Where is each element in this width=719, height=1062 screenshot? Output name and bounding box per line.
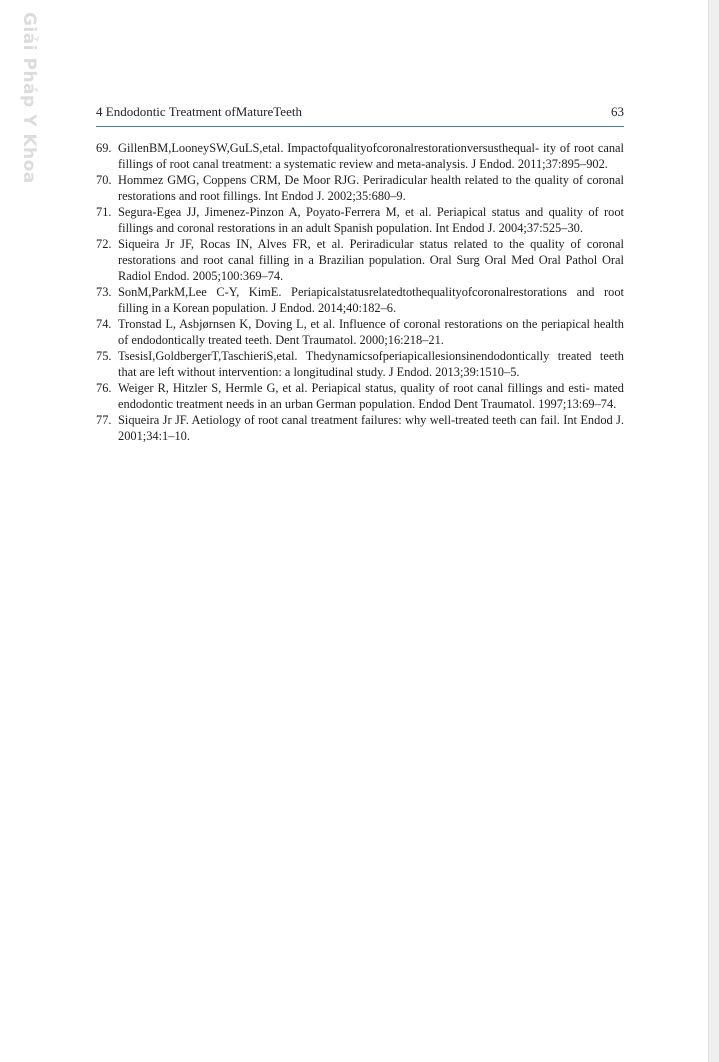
reference-text: Segura-Egea JJ, Jimenez-Pinzon A, Poyato-Ferrera M, et al. Periapical status and quality of root fillings and coronal restorations in an adult Spanish population. Int Endod J. 2004;37:525–30. bbox=[118, 205, 624, 235]
reference-item bbox=[96, 348, 624, 380]
reference-number: 71. bbox=[96, 205, 112, 219]
header-divider bbox=[96, 126, 624, 127]
page-number: 63 bbox=[611, 104, 624, 119]
reference-text: TsesisI,GoldbergerT,TaschieriS,etal. Thedynamicsofperiapicallesionsinendodontically treated teeth that are left without intervention: a longitudinal study. J Endod. 2013;39:1510–5. bbox=[118, 349, 624, 379]
reference-item bbox=[96, 284, 624, 316]
reference-number: 69. bbox=[96, 141, 112, 155]
reference-text: Tronstad L, Asbjørnsen K, Doving L, et al. Influence of coronal restorations on the periapical health of endodontically treated teeth. Dent Traumatol. 2000;16:218–21. bbox=[118, 317, 624, 347]
reference-number: 72. bbox=[96, 237, 112, 251]
reference-text: SonM,ParkM,Lee C-Y, KimE. Periapicalstatusrelatedtothequalityofcoronalrestorations and root filling in a Korean population. J Endod. 2014;40:182–6. bbox=[118, 285, 624, 315]
reference-item bbox=[96, 380, 624, 412]
chapter-title: 4 Endodontic Treatment ofMatureTeeth bbox=[96, 104, 302, 119]
reference-text: GillenBM,LooneySW,GuLS,etal. Impactofqualityofcoronalrestorationversusthequal- ity of root canal fillings of root canal treatment: a systematic review and meta-analysis. J Endod. 2011;37:895–902. bbox=[118, 141, 624, 171]
reference-item bbox=[96, 172, 624, 204]
reference-item bbox=[96, 316, 624, 348]
reference-number: 73. bbox=[96, 285, 112, 299]
reference-item bbox=[96, 204, 624, 236]
watermark-text: Giải Pháp Y Khoa bbox=[19, 12, 39, 184]
reference-list bbox=[96, 140, 624, 444]
reference-item bbox=[96, 412, 624, 444]
reference-item bbox=[96, 140, 624, 172]
reference-text: Siqueira Jr JF, Rocas IN, Alves FR, et al. Periradicular status related to the quality of coronal restorations and root canal filling in a Brazilian population. Oral Surg Oral Med Oral Pathol Oral Radiol Endod. 2005;100:369–74. bbox=[118, 237, 624, 283]
reference-item bbox=[96, 236, 624, 284]
scrollbar-track[interactable] bbox=[708, 0, 719, 1062]
reference-number: 75. bbox=[96, 349, 112, 363]
reference-text: Weiger R, Hitzler S, Hermle G, et al. Periapical status, quality of root canal fillings and esti- mated endodontic treatment needs in an urban German population. Endod Dent Traumatol. 1997;13:69–74. bbox=[118, 381, 624, 411]
reference-text: Siqueira Jr JF. Aetiology of root canal treatment failures: why well-treated teeth can fail. Int Endod J. 2001;34:1–10. bbox=[118, 413, 624, 443]
reference-text: Hommez GMG, Coppens CRM, De Moor RJG. Periradicular health related to the quality of coronal restorations and root fillings. Int Endod J. 2002;35:680–9. bbox=[118, 173, 624, 203]
reference-number: 76. bbox=[96, 381, 112, 395]
reference-number: 77. bbox=[96, 413, 112, 427]
reference-number: 70. bbox=[96, 173, 112, 187]
reference-number: 74. bbox=[96, 317, 112, 331]
running-header bbox=[96, 104, 624, 124]
